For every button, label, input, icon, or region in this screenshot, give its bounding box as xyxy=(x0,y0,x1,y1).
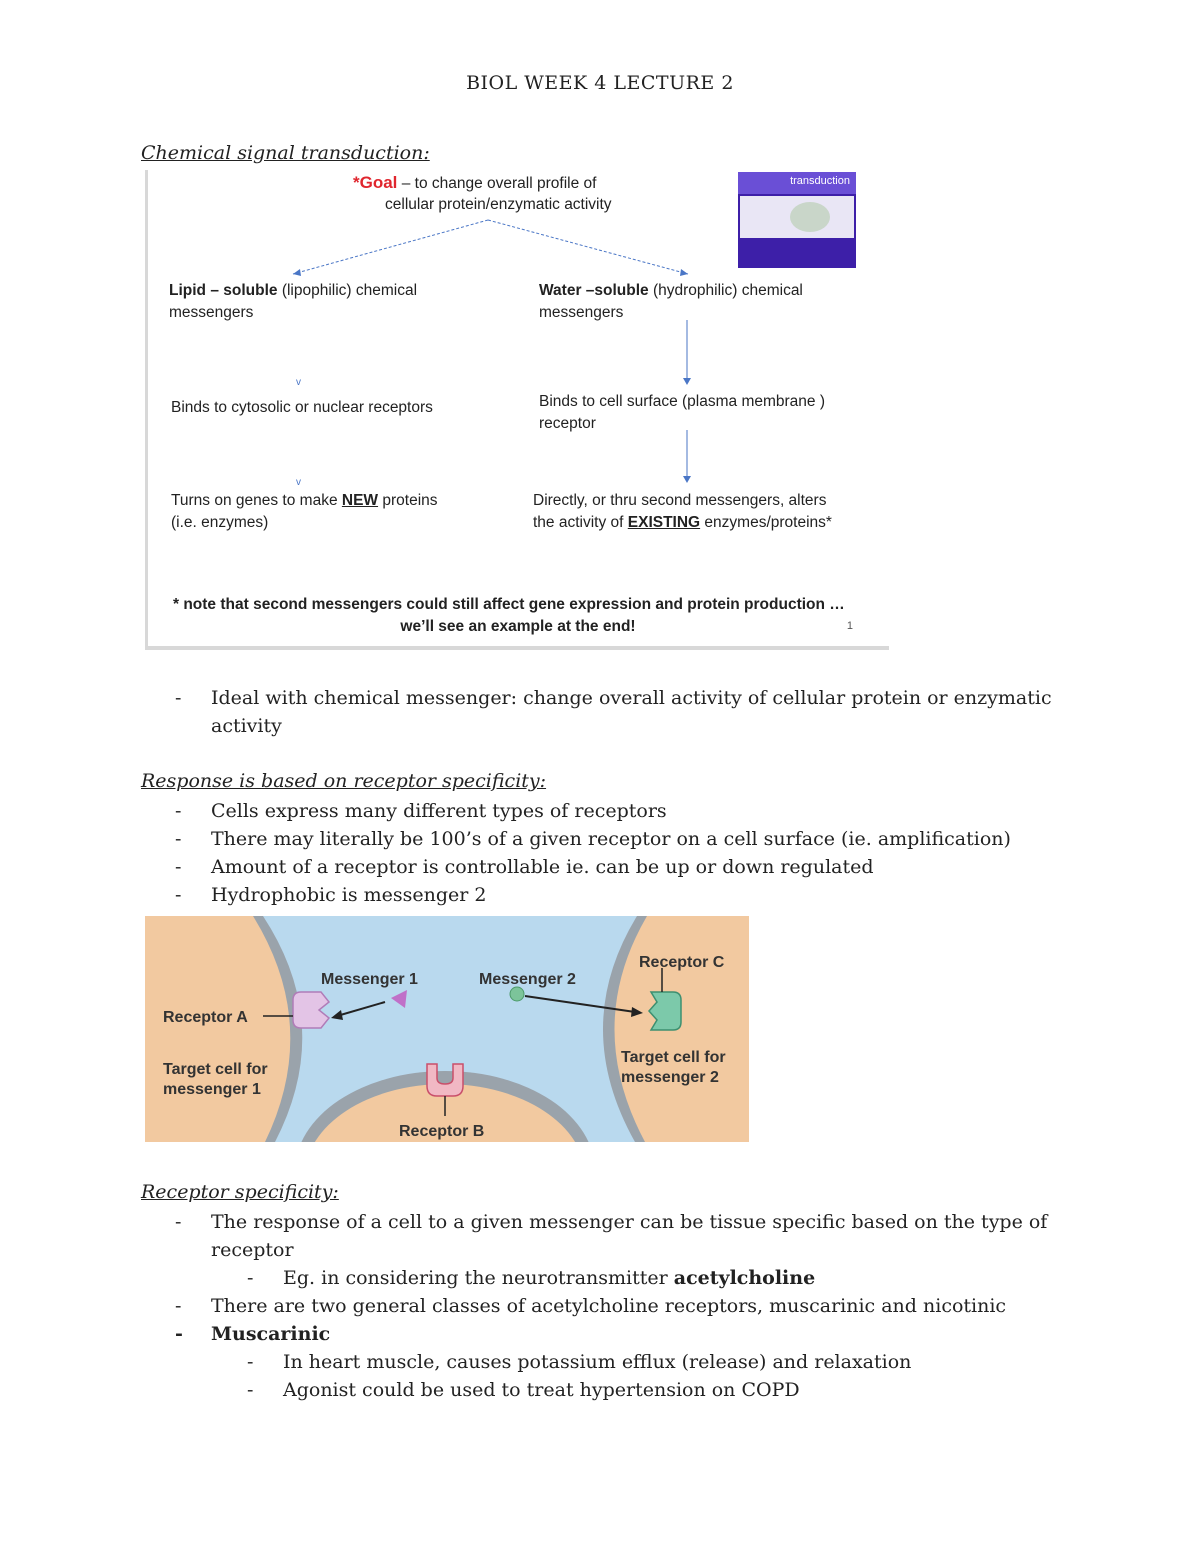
bullet-text: receptor xyxy=(211,1239,294,1261)
list-item: - Muscarinic xyxy=(175,1323,331,1345)
list-item: - Ideal with chemical messenger: change overall activity of cellular protein or enzymatic xyxy=(175,687,1052,709)
lipid-step2 xyxy=(171,490,438,512)
water-step2: Directly, or thru second messengers, alters xyxy=(533,492,827,509)
bullet-text: Amount of a receptor is controllable ie. can be up or down regulated xyxy=(211,856,874,878)
water-title xyxy=(539,280,803,302)
section2-bullets xyxy=(175,797,1011,909)
list-item xyxy=(175,1236,1047,1264)
water-title-bold: Water –soluble xyxy=(539,282,649,299)
list-item: - Eg. in considering the neurotransmitter acetylcholine xyxy=(247,1267,816,1289)
lipid-title-line2: messengers xyxy=(169,304,254,321)
section3-bullets xyxy=(175,1208,1047,1404)
heading-receptor-specificity: Receptor specificity: xyxy=(141,1181,339,1203)
list-item xyxy=(175,712,1052,740)
bullet-text: Agonist could be used to treat hypertension on COPD xyxy=(283,1379,800,1401)
water-title-line2: messengers xyxy=(539,304,624,321)
acetylcholine-term: acetylcholine xyxy=(673,1267,816,1289)
label-receptor-c: Receptor C xyxy=(639,954,725,971)
section1-bullets xyxy=(175,684,1052,740)
water-step2-line2 xyxy=(533,512,832,534)
bullet-text: activity xyxy=(211,715,282,737)
cells-diagram xyxy=(145,916,749,1142)
label-receptor-a: Receptor A xyxy=(163,1009,248,1026)
goal-star: *Goal xyxy=(353,173,398,192)
water-step2-c: enzymes/proteins* xyxy=(700,514,832,531)
heading-signal-transduction: Chemical signal transduction: xyxy=(141,142,430,164)
water-step2-a: the activity of xyxy=(533,514,628,531)
lipid-title-rest: (lipophilic) chemical xyxy=(277,282,418,299)
label-messenger-2: Messenger 2 xyxy=(479,971,576,988)
label-receptor-b: Receptor B xyxy=(399,1123,485,1140)
lipid-title xyxy=(169,280,417,302)
lipid-step2-c: proteins xyxy=(378,492,438,509)
bullet-text: Hydrophobic is messenger 2 xyxy=(211,884,487,906)
bullet-text: There may literally be 100’s of a given receptor on a cell surface (ie. amplification) xyxy=(211,828,1011,850)
list-item: - There may literally be 100’s of a given receptor on a cell surface (ie. amplification) xyxy=(175,828,1011,850)
bullet-text: Eg. in considering the neurotransmitter xyxy=(283,1267,674,1289)
slide-note-line1: * note that second messengers could still affect gene expression and protein production … xyxy=(173,596,845,613)
list-item: - Amount of a receptor is controllable ie. can be up or down regulated xyxy=(175,856,874,878)
list-item: - Agonist could be used to treat hypertension on COPD xyxy=(247,1379,800,1401)
small-arrow-2: v xyxy=(296,477,301,488)
list-item: - The response of a cell to a given messenger can be tissue specific based on the type of xyxy=(175,1211,1048,1233)
slide-number: 1 xyxy=(846,620,853,632)
signal-transduction-slide xyxy=(145,170,889,650)
receptor-cells-figure xyxy=(145,916,749,1142)
label-messenger-1: Messenger 1 xyxy=(321,971,418,988)
label-target2-line2: messenger 2 xyxy=(621,1069,719,1086)
book-label: transduction xyxy=(790,175,850,187)
water-step1: Binds to cell surface (plasma membrane ) xyxy=(539,393,826,410)
list-item: - There are two general classes of acetylcholine receptors, muscarinic and nicotinic xyxy=(175,1295,1007,1317)
heading-receptor-response: Response is based on receptor specificity: xyxy=(141,770,547,792)
messenger-2-shape xyxy=(510,987,524,1001)
water-step1-line2: receptor xyxy=(539,415,596,432)
list-item: - Cells express many different types of receptors xyxy=(175,800,667,822)
target-cell-2 xyxy=(614,916,749,1142)
water-title-rest: (hydrophilic) chemical xyxy=(648,282,803,299)
label-target2-line1: Target cell for xyxy=(621,1049,726,1066)
muscarinic-heading: Muscarinic xyxy=(211,1323,331,1345)
bullet-text: In heart muscle, causes potassium efflux (release) and relaxation xyxy=(283,1351,912,1373)
bullet-text: Ideal with chemical messenger: change overall activity of cellular protein or enzymatic xyxy=(211,687,1052,709)
arrow-to-lipid xyxy=(293,220,488,274)
target-cell-1 xyxy=(145,916,290,1142)
lipid-step2-line2: (i.e. enzymes) xyxy=(171,514,269,531)
label-target1-line1: Target cell for xyxy=(163,1061,268,1078)
bullet-text: Cells express many different types of receptors xyxy=(211,800,667,822)
bullet-text: The response of a cell to a given messenger can be tissue specific based on the type of xyxy=(211,1211,1048,1233)
lipid-step2-new: NEW xyxy=(341,492,379,509)
document-title: BIOL WEEK 4 LECTURE 2 xyxy=(466,72,734,94)
small-arrow-1: v xyxy=(296,377,301,388)
arrow-to-water xyxy=(488,220,688,274)
water-step2-existing: EXISTING xyxy=(627,514,701,531)
lipid-title-bold: Lipid – soluble xyxy=(169,282,278,299)
list-item: - Hydrophobic is messenger 2 xyxy=(175,884,487,906)
label-target1-line2: messenger 1 xyxy=(163,1081,261,1098)
lipid-step1: Binds to cytosolic or nuclear receptors xyxy=(171,399,433,416)
goal-line-2: cellular protein/enzymatic activity xyxy=(385,196,612,213)
goal-text: – to change overall profile of xyxy=(397,175,597,192)
lipid-step2-a: Turns on genes to make xyxy=(171,492,342,509)
receptor-c-shape xyxy=(649,992,681,1030)
list-item: - In heart muscle, causes potassium efflux (release) and relaxation xyxy=(247,1351,912,1373)
slide-note-line2: we’ll see an example at the end! xyxy=(400,618,636,635)
bullet-text: There are two general classes of acetylcholine receptors, muscarinic and nicotinic xyxy=(211,1295,1007,1317)
